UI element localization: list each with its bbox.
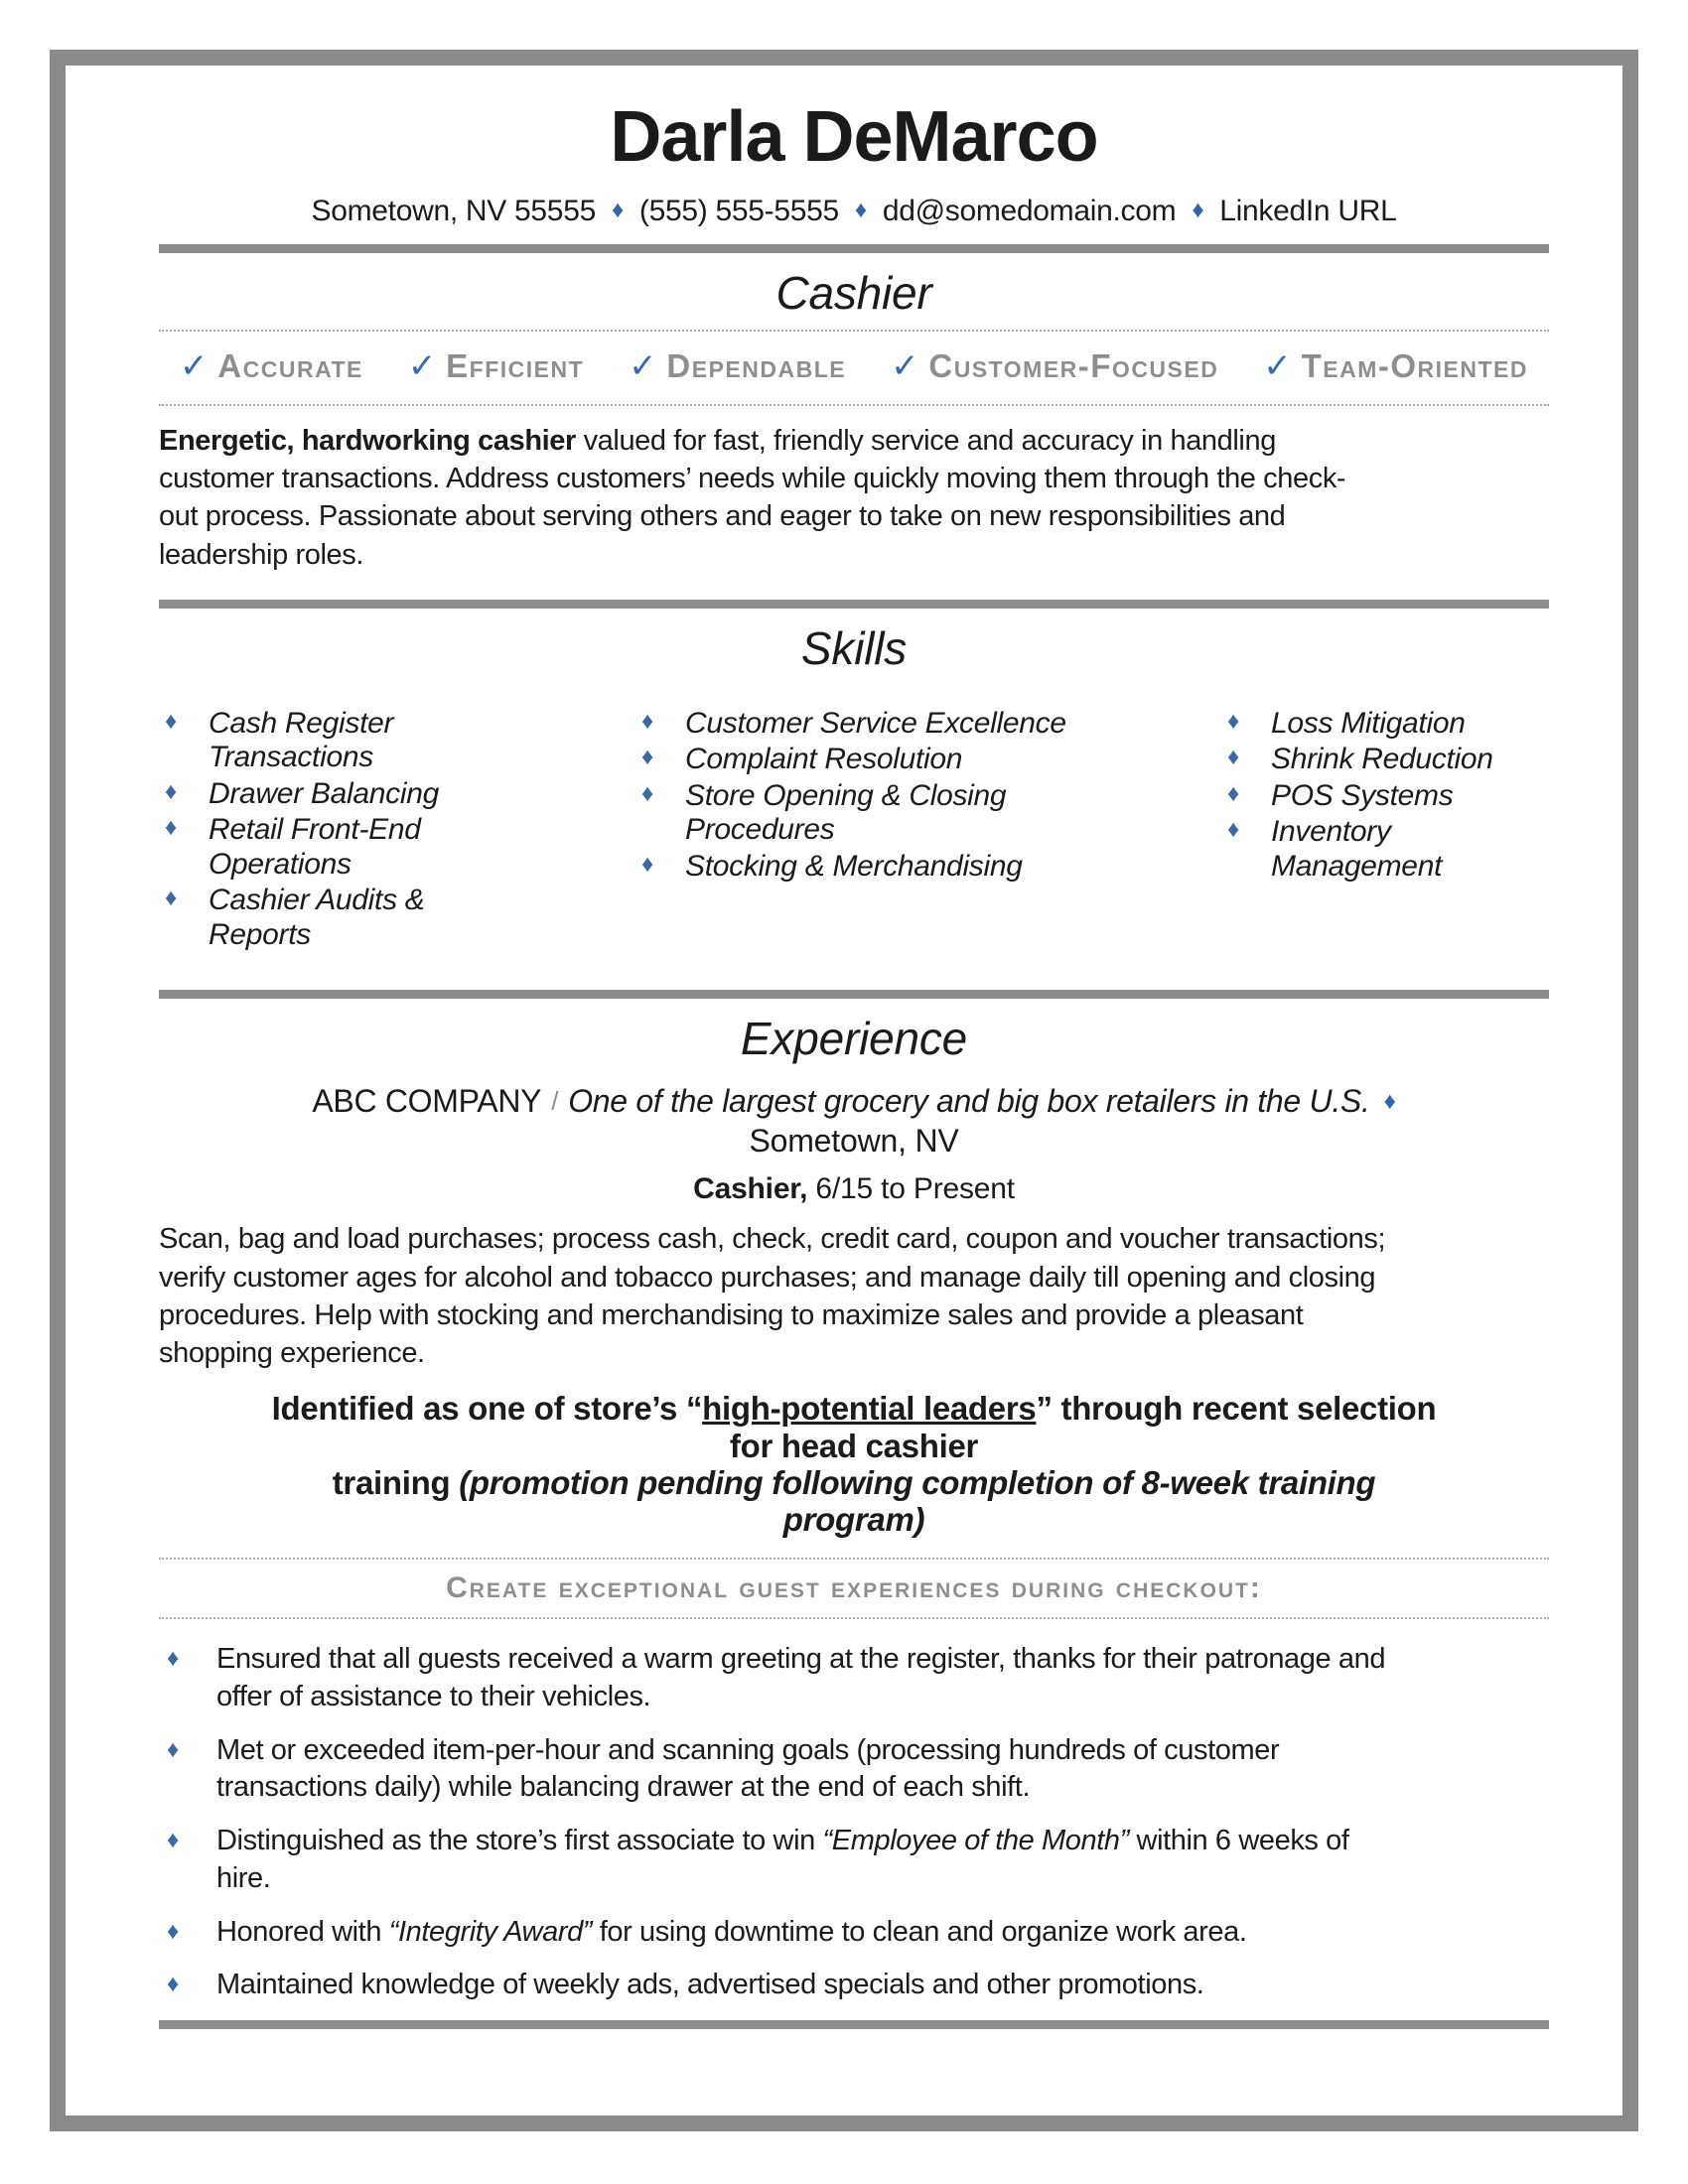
job-dates: 6/15 to Present: [815, 1172, 1015, 1206]
achievement-text: Distinguished as the store’s first associate to win “Employee of the Month” within 6 weeks of hire.: [216, 1825, 1349, 1894]
trait-label: Dependable: [666, 346, 847, 384]
diamond-icon: ♦: [854, 197, 867, 223]
skill-label: Inventory Management: [1271, 815, 1443, 883]
diamond-icon: ♦: [641, 779, 654, 807]
trait-list: [159, 332, 1549, 404]
skill-item: [1227, 779, 1555, 814]
skill-label: Store Opening & Closing Procedures: [685, 778, 1007, 847]
skills-grid: [159, 685, 1549, 991]
achievement-text: Maintained knowledge of weekly ads, advertised specials and other promotions.: [216, 1969, 1204, 2001]
contact-line: [159, 195, 1549, 228]
dotted-divider: [159, 1617, 1549, 1619]
section-divider: [159, 244, 1549, 253]
achievement-text: Honored with “Integrity Award” for using downtime to clean and organize work area.: [216, 1915, 1247, 1948]
achievement-text: Ensured that all guests received a warm greeting at the register, thanks for their patronage and offer of assistance to their vehicles.: [216, 1643, 1386, 1713]
skill-item: [1227, 743, 1555, 777]
job-description: Scan, bag and load purchases; process cash, check, credit card, coupon and voucher transactions; verify customer ages for alcohol and tobacco purchases; and manage daily till opening and closing procedures. Help with stocking and merchandising to maximize sales and provide a pleasant shopping experience.: [159, 1223, 1386, 1370]
skill-item: [641, 707, 1227, 742]
trait-item: [1263, 347, 1528, 384]
diamond-icon: ♦: [165, 885, 178, 912]
company-name: ABC COMPANY: [312, 1083, 542, 1120]
skill-label: Cashier Audits & Reports: [209, 884, 425, 951]
achievement-item: [159, 1914, 1390, 1952]
check-icon: ✓: [180, 346, 209, 385]
highlight-text: training: [332, 1463, 460, 1501]
diamond-icon: ♦: [1383, 1088, 1396, 1116]
highlight-italic: (promotion pending following completion of 8-week training program): [459, 1463, 1376, 1539]
achievement-item: [159, 1967, 1390, 2004]
skill-label: Complaint Resolution: [685, 743, 963, 776]
skill-label: Stocking & Merchandising: [685, 849, 1023, 883]
skill-label: Drawer Balancing: [209, 776, 439, 810]
diamond-icon: ♦: [641, 744, 654, 771]
bullets-callout: Create exceptional guest experiences during checkout:: [446, 1571, 1262, 1605]
contact-phone: (555) 555-5555: [638, 195, 839, 227]
contact-email: dd@somedomain.com: [882, 195, 1177, 227]
skill-label: POS Systems: [1271, 778, 1454, 812]
diamond-icon: ♦: [611, 197, 624, 223]
skill-item: [165, 813, 641, 882]
summary-lead: Energetic, hardworking cashier: [159, 424, 576, 457]
achievement-highlight: [268, 1390, 1440, 1538]
trait-label: Efficient: [446, 346, 585, 384]
skills-heading: Skills: [800, 621, 908, 674]
trait-label: Team-Oriented: [1301, 346, 1528, 384]
skill-label: Shrink Reduction: [1271, 743, 1493, 776]
diamond-icon: ♦: [167, 1827, 180, 1854]
achievement-item: [159, 1641, 1390, 1715]
skill-item: [1227, 815, 1555, 884]
section-divider: [159, 2020, 1549, 2029]
job-title: Cashier,: [693, 1172, 808, 1206]
skill-item: [165, 777, 641, 812]
diamond-icon: ♦: [641, 850, 654, 878]
achievement-text: Met or exceeded item-per-hour and scanning goals (processing hundreds of customer transactions daily) while balancing drawer at the end of each shift.: [216, 1733, 1280, 1804]
company-tagline: One of the largest grocery and big box retailers in the U.S.: [568, 1083, 1370, 1120]
skills-column-2: [641, 707, 1227, 955]
section-divider: [159, 990, 1549, 999]
achievement-item: [159, 1823, 1390, 1897]
company-line: [233, 1081, 1475, 1160]
summary-rest: valued for fast, friendly service and accuracy in handling customer transactions. Address customers’ needs while quickly moving them through the check-out process. Passionate about serving others and eager to take on new responsibilities and leadership roles.: [159, 424, 1346, 571]
skills-column-1: [165, 707, 641, 955]
check-icon: ✓: [891, 346, 919, 385]
skill-item: [165, 884, 641, 952]
highlight-text: ” through recent selection for head cashier: [729, 1390, 1437, 1464]
skill-item: [641, 779, 1227, 848]
summary-paragraph: [159, 422, 1380, 574]
diamond-icon: ♦: [167, 1645, 180, 1673]
achievement-list: [159, 1641, 1549, 2004]
diamond-icon: ♦: [165, 777, 178, 805]
skill-item: [641, 743, 1227, 777]
trait-item: [408, 347, 584, 384]
company-separator: /: [551, 1086, 559, 1117]
skill-label: Customer Service Excellence: [685, 706, 1066, 740]
company-location: Sometown, NV: [749, 1123, 959, 1160]
achievement-item: [159, 1732, 1390, 1807]
trait-label: Customer-Focused: [928, 346, 1219, 384]
resume-content: [159, 81, 1549, 2029]
diamond-icon: ♦: [165, 814, 178, 842]
diamond-icon: ♦: [1227, 816, 1240, 844]
skill-label: Retail Front-End Operations: [209, 813, 421, 881]
diamond-icon: ♦: [1227, 707, 1240, 735]
diamond-icon: ♦: [167, 1735, 180, 1763]
diamond-icon: ♦: [1227, 744, 1240, 771]
diamond-icon: ♦: [1192, 197, 1204, 223]
skill-label: Cash Register Transactions: [209, 706, 394, 774]
skill-item: [1227, 707, 1555, 742]
job-title-line: [159, 1172, 1549, 1206]
diamond-icon: ♦: [1227, 779, 1240, 807]
diamond-icon: ♦: [641, 707, 654, 735]
trait-item: [629, 347, 846, 384]
highlight-text: Identified as one of store’s “: [271, 1390, 703, 1428]
trait-item: [180, 347, 363, 384]
check-icon: ✓: [407, 346, 437, 385]
skill-label: Loss Mitigation: [1271, 706, 1466, 740]
candidate-name: Darla DeMarco: [610, 97, 1098, 177]
contact-location: Sometown, NV 55555: [311, 195, 596, 227]
diamond-icon: ♦: [167, 1971, 180, 1998]
diamond-icon: ♦: [165, 707, 178, 735]
experience-heading: Experience: [740, 1013, 968, 1065]
role-title: Cashier: [775, 267, 932, 319]
section-divider: [159, 600, 1549, 609]
highlight-underlined: high-potential leaders: [702, 1390, 1037, 1428]
trait-item: [891, 347, 1218, 384]
skill-item: [165, 707, 641, 775]
dotted-divider: [159, 404, 1549, 406]
diamond-icon: ♦: [167, 1917, 180, 1945]
skill-item: [641, 850, 1227, 885]
check-icon: ✓: [629, 346, 657, 385]
check-icon: ✓: [1263, 346, 1292, 385]
skills-column-3: [1227, 707, 1555, 955]
contact-linkedin: LinkedIn URL: [1219, 195, 1397, 227]
trait-label: Accurate: [217, 346, 363, 384]
